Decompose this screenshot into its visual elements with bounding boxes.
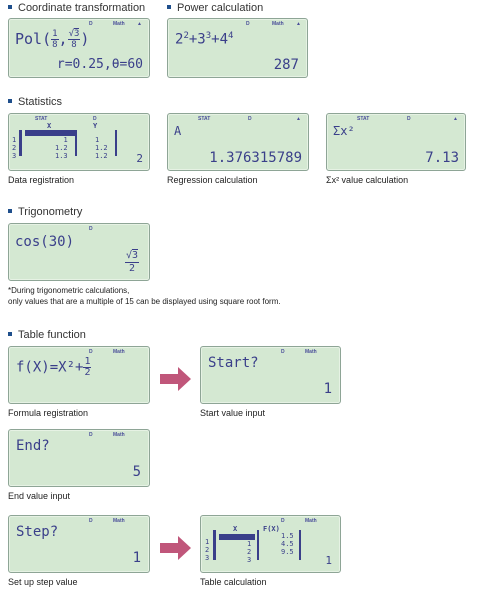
indicator-d: D <box>89 432 93 438</box>
indicator-up: ▲ <box>296 116 301 122</box>
trig-footnote <box>8 285 281 307</box>
frac-num: 1 <box>84 356 91 367</box>
section-table-function <box>8 329 86 341</box>
indicator-math: Math <box>305 518 317 524</box>
sqrt-value: 3 <box>131 250 138 261</box>
indicator-math: Math <box>113 432 125 438</box>
start-prompt: Start? <box>208 355 259 371</box>
base: 4 <box>219 31 229 48</box>
caption-regression-calculation: Regression calculation <box>167 175 258 185</box>
frac-num: √3 <box>125 250 138 261</box>
result-fraction <box>125 250 139 275</box>
section-trigonometry <box>8 206 82 218</box>
coord-expression: Pol( $\frac{1}{8}$ , $\frac{√3}{8}$ ) <box>15 29 90 50</box>
power-expression: $2^2+3^3+4^4$ <box>175 31 234 48</box>
section-statistics <box>8 96 62 108</box>
caption-sum-calculation: Σx² value calculation <box>326 175 409 185</box>
sum-result: 7.13 <box>425 150 459 166</box>
fx-values <box>281 532 294 556</box>
indicator-stat: STAT <box>35 116 48 122</box>
formula-text: f(X)=X²+ <box>16 359 84 376</box>
caption-data-registration: Data registration <box>8 175 75 185</box>
stat-regression-lcd-screen <box>167 113 309 171</box>
x-values <box>247 540 251 564</box>
formula-lcd-screen <box>8 346 150 404</box>
indicator-d: D <box>93 116 97 122</box>
indicator-stat: STAT <box>198 116 211 122</box>
frac-den: 8 <box>52 40 58 50</box>
table-border <box>213 530 216 560</box>
indicator-math: Math <box>113 349 125 355</box>
bullet-icon <box>8 99 12 103</box>
trig-lcd-screen <box>8 223 150 281</box>
fraction-arg2 <box>68 29 81 50</box>
col-header-fx: F(X) <box>263 525 280 533</box>
indicator-up: ▲ <box>453 116 458 122</box>
y-value: 1 <box>95 136 100 144</box>
arrow-right-icon <box>160 367 192 391</box>
indicator-d: D <box>248 116 252 122</box>
function-name: Pol <box>15 30 43 48</box>
row-numbers <box>205 538 209 562</box>
frac-num: 1 <box>52 29 58 39</box>
regression-label: A <box>174 124 182 138</box>
caption-set-up-step-value: Set up step value <box>8 577 78 587</box>
section-label: Statistics <box>18 96 63 108</box>
indicator-math: Math <box>272 21 284 27</box>
x-values <box>55 136 68 160</box>
indicator-d: D <box>89 21 93 27</box>
base: 2 <box>175 31 184 48</box>
row-number: 3 <box>12 152 17 160</box>
row-number: 3 <box>205 554 210 562</box>
exponent: 3 <box>205 31 212 41</box>
formula-fraction <box>83 357 91 378</box>
y-value: 1.2 <box>95 152 108 160</box>
power-result: 287 <box>273 57 299 73</box>
col-divider <box>75 130 77 156</box>
fraction-arg1 <box>51 29 58 50</box>
indicator-up: ▲ <box>137 21 142 27</box>
indicator-d: D <box>246 21 250 27</box>
x-value: 1.2 <box>55 144 68 152</box>
frac-den: 8 <box>71 40 77 50</box>
x-value: 2 <box>247 548 252 556</box>
step-lcd-screen <box>8 515 150 573</box>
bullet-icon <box>167 5 171 9</box>
section-label: Trigonometry <box>18 206 83 218</box>
end-lcd-screen <box>8 429 150 487</box>
section-coordinate-transformation <box>8 2 145 14</box>
end-prompt: End? <box>16 438 50 454</box>
footnote-line: *During trigonometric calculations, <box>8 286 130 295</box>
col-header-x: X <box>233 525 238 533</box>
trig-expression: cos(30) <box>15 234 75 250</box>
col-header-y: Y <box>93 122 98 130</box>
indicator-d: D <box>407 116 411 122</box>
section-label: Table function <box>18 329 86 341</box>
indicator-math: Math <box>113 518 125 524</box>
y-value: 1.2 <box>95 144 108 152</box>
indicator-d: D <box>89 349 93 355</box>
fx-value: 1.5 <box>281 532 294 540</box>
regression-result: 1.376315789 <box>209 150 302 166</box>
bullet-icon <box>8 5 12 9</box>
exponent: 4 <box>228 31 234 41</box>
table-count: 1 <box>325 554 332 567</box>
fx-value: 4.5 <box>281 540 294 548</box>
section-label: Coordinate transformation <box>18 2 146 14</box>
exponent: 2 <box>183 31 189 41</box>
indicator-stat: STAT <box>357 116 370 122</box>
col-divider <box>299 530 301 560</box>
caption-end-value-input: End value input <box>8 491 71 501</box>
bullet-icon <box>8 332 12 336</box>
stat-data-lcd-screen <box>8 113 150 171</box>
step-value: 1 <box>132 550 141 566</box>
indicator-d: D <box>89 226 93 232</box>
indicator-math: Math <box>305 349 317 355</box>
start-value: 1 <box>323 381 332 397</box>
x-value: 1 <box>63 136 68 144</box>
power-lcd-screen <box>167 18 308 78</box>
indicator-d: D <box>281 518 285 524</box>
start-lcd-screen <box>200 346 341 404</box>
indicator-math: Math <box>113 21 125 27</box>
section-power-calculation <box>167 2 263 14</box>
table-border <box>19 130 22 156</box>
caption-formula-registration: Formula registration <box>8 408 89 418</box>
table-result-lcd-screen <box>200 515 341 573</box>
row-number: 2 <box>205 546 210 554</box>
fx-value: 9.5 <box>281 548 294 556</box>
bullet-icon <box>8 209 12 213</box>
step-prompt: Step? <box>16 524 59 540</box>
col-divider <box>115 130 117 156</box>
x-value: 1 <box>247 540 252 548</box>
end-value: 5 <box>132 464 141 480</box>
caption-table-calculation: Table calculation <box>200 577 267 587</box>
col-divider <box>257 530 259 560</box>
x-value: 3 <box>247 556 252 564</box>
sum-label: Σx² <box>333 124 355 138</box>
row-number: 1 <box>12 136 17 144</box>
frac-den: 2 <box>128 263 135 274</box>
data-count: 2 <box>136 152 143 165</box>
arrow-right-icon <box>160 536 192 560</box>
indicator-d: D <box>281 349 285 355</box>
row-number: 2 <box>12 144 17 152</box>
frac-num: √3 <box>68 29 80 39</box>
row-number: 1 <box>205 538 210 546</box>
sqrt-value: 3 <box>74 29 80 39</box>
col-header-x: X <box>47 122 52 130</box>
indicator-d: D <box>89 518 93 524</box>
base: 3 <box>197 31 206 48</box>
coord-lcd-screen <box>8 18 150 78</box>
x-value: 1.3 <box>55 152 68 160</box>
section-label: Power calculation <box>177 2 264 14</box>
formula-expression <box>16 357 91 378</box>
row-numbers <box>12 136 16 160</box>
y-values <box>95 136 108 160</box>
indicator-up: ▲ <box>296 21 301 27</box>
trig-result <box>125 250 139 275</box>
caption-start-value-input: Start value input <box>200 408 266 418</box>
footnote-line: only values that are a multiple of 15 can be displayed using square root form. <box>8 297 281 306</box>
coord-result: r=0.25,θ=60 <box>56 57 143 72</box>
stat-sum-lcd-screen <box>326 113 466 171</box>
frac-den: 2 <box>84 367 91 378</box>
